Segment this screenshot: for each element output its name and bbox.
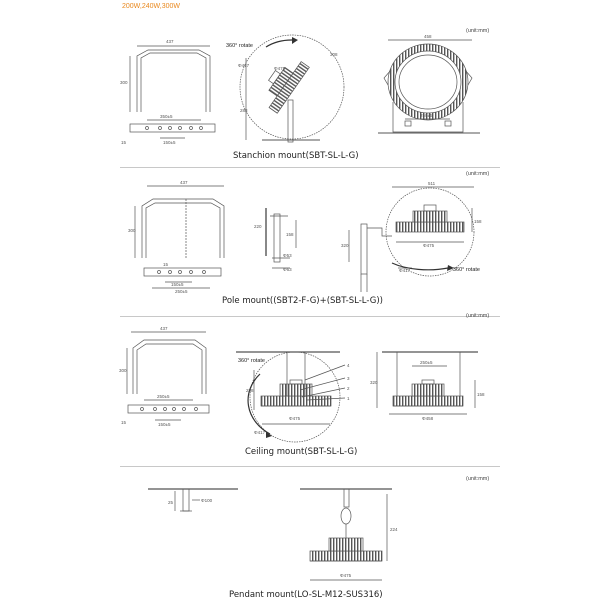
dim-lamp-d: Φ475	[423, 243, 435, 248]
dim-front-h: 320	[370, 380, 378, 385]
dim-width: 437	[166, 39, 174, 44]
caption-pendant-mount: Pendant mount(LO-SL-M12-SUS316)	[229, 590, 383, 600]
dim-diameter: Φ417	[238, 63, 250, 68]
caption-pole-mount: Pole mount((SBT2-F-G)+(SBT-SL-L-G))	[222, 296, 383, 306]
dim-lamp-h: 158	[474, 219, 482, 224]
dim-height: 300	[119, 368, 127, 373]
unit-label-1: (unit:mm)	[466, 28, 490, 34]
callout-2: 2	[347, 386, 350, 391]
dim-bar-side: 15	[163, 262, 169, 267]
rotate-label-stanchion: 360° rotate	[226, 43, 253, 49]
dim-front-width: 458	[424, 34, 432, 39]
dim-front-side: 158	[477, 392, 485, 397]
rotate-label-pole: 360° rotate	[453, 267, 480, 273]
unit-label-2: (unit:mm)	[466, 171, 490, 177]
dim-depth: 288	[240, 108, 248, 113]
dim-bar-side: 15	[121, 140, 127, 145]
dim-width: 437	[180, 180, 188, 185]
dim-bar-span: 350±5	[160, 114, 173, 119]
dim-lamp-d2: Φ417	[254, 430, 266, 435]
dim-plate-h: 25	[168, 500, 174, 505]
callout-1: 1	[347, 396, 350, 401]
dim-lamp-h: 288	[246, 388, 254, 393]
dim-bar-span: 250±5	[175, 289, 188, 294]
caption-stanchion-mount: Stanchion mount(SBT-SL-L-G)	[233, 151, 359, 161]
pendant-lamp-drawing	[300, 489, 392, 580]
dim-bar-side: 15	[121, 420, 127, 425]
dim-pole-height: 220	[254, 224, 262, 229]
pole-adapter-drawing	[266, 208, 296, 268]
rotate-label-ceiling: 360° rotate	[238, 358, 265, 364]
unit-label-4: (unit:mm)	[466, 476, 490, 482]
callout-3: 3	[347, 376, 350, 381]
callout-4: 4	[347, 363, 350, 368]
dim-plate-d: Φ100	[201, 498, 213, 503]
caption-ceiling-mount: Ceiling mount(SBT-SL-L-G)	[245, 447, 358, 457]
dim-lamp-h: 224	[390, 527, 398, 532]
dim-bar-inner: 150±5	[163, 140, 176, 145]
dim-lamp-d: Φ475	[289, 416, 301, 421]
dim-front-base: 250±5	[420, 113, 433, 118]
dim-pole-inner: 158	[286, 232, 294, 237]
ceiling-bracket-drawing	[127, 332, 209, 420]
dim-bar-inner: 150±5	[171, 282, 184, 287]
dim-width: 437	[160, 326, 168, 331]
pole-lamp-drawing	[349, 187, 474, 292]
dim-lamp-d: Φ475	[340, 573, 352, 578]
stanchion-front-lamp-drawing	[378, 40, 480, 133]
dim-pole-d1: Φ53	[283, 253, 292, 258]
dim-arc: Φ475	[274, 66, 286, 71]
rotate-arrow-icon	[266, 40, 292, 47]
dim-front-w: Φ458	[422, 416, 434, 421]
dim-lamp-d2: Φ417	[399, 268, 411, 273]
dim-bar-inner: 150±5	[158, 422, 171, 427]
unit-label-3: (unit:mm)	[466, 313, 490, 319]
dim-front-top: 250±5	[420, 360, 433, 365]
dim-side: 308	[330, 52, 338, 57]
ceiling-side-lamp-drawing	[236, 352, 345, 442]
pendant-plate-drawing	[148, 489, 238, 511]
pole-bracket-drawing	[135, 186, 224, 288]
arrowhead-icon	[292, 37, 298, 44]
dim-bar-span: 250±5	[157, 394, 170, 399]
dim-height: 300	[128, 228, 136, 233]
dim-lamp-width: 511	[428, 181, 436, 186]
stanchion-bracket-drawing	[130, 46, 215, 138]
dim-height: 300	[120, 80, 128, 85]
stanchion-side-lamp-drawing	[240, 35, 344, 142]
product-power-header: 200W,240W,300W	[122, 3, 180, 10]
dim-lamp-side: 320	[341, 243, 349, 248]
dim-pole-d2: Φ63	[283, 267, 292, 272]
